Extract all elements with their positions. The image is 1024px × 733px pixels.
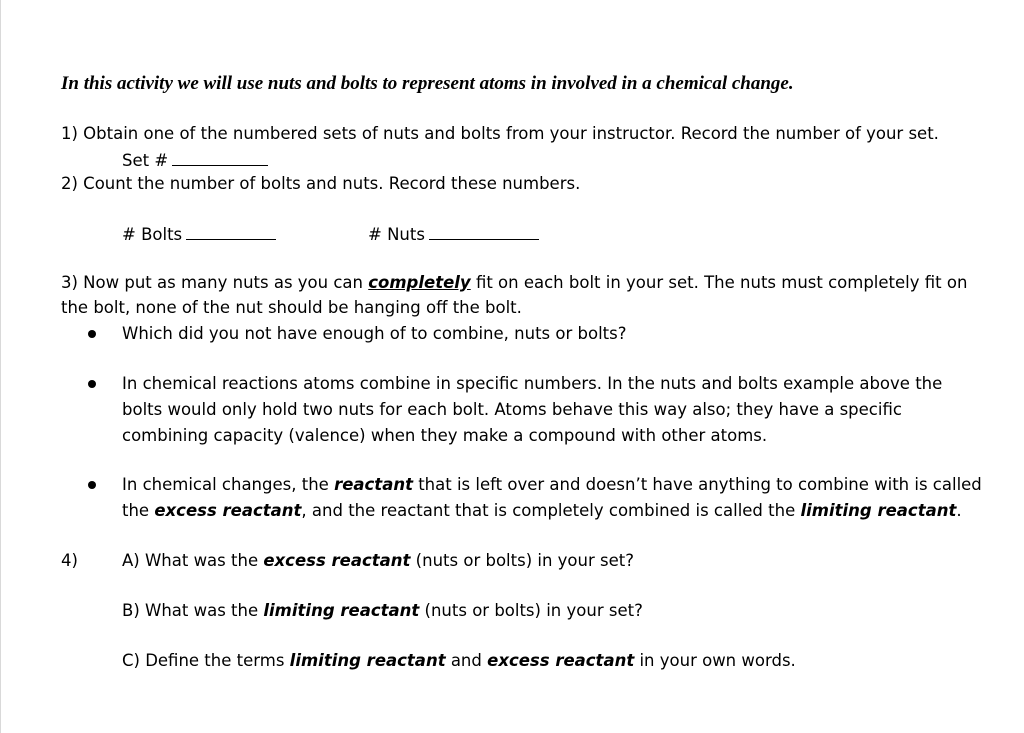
- bullet-3-text-a: In chemical changes, the: [122, 475, 335, 494]
- excess-reactant-emphasis: excess reactant: [154, 501, 302, 520]
- bullet-3-line-2: [122, 501, 962, 521]
- bolts-row: [122, 223, 276, 245]
- step-1-text: 1) Obtain one of the numbered sets of nuts and bolts from your instructor. Record the number of your set.: [61, 124, 939, 143]
- question-b: [122, 601, 643, 621]
- question-c-emphasis-1: limiting reactant: [289, 651, 446, 670]
- bullet-dot-3: [88, 481, 96, 489]
- nuts-row: [368, 223, 539, 245]
- nuts-blank[interactable]: [429, 223, 539, 240]
- question-a: [122, 551, 634, 571]
- bolts-label: # Bolts: [122, 225, 183, 244]
- step-3-line-2: the bolt, none of the nut should be hanging off the bolt.: [61, 298, 522, 317]
- nuts-label: # Nuts: [368, 225, 425, 244]
- question-c-post: in your own words.: [634, 651, 796, 670]
- bullet-2-line-3: combining capacity (valence) when they make a compound with other atoms.: [122, 426, 768, 445]
- question-b-pre: B) What was the: [122, 601, 264, 620]
- page-edge: [0, 0, 1, 733]
- question-b-emphasis: limiting reactant: [263, 601, 420, 620]
- bullet-3-text-d: , and the reactant that is completely combined is called the: [301, 501, 801, 520]
- bullet-dot-2: [88, 380, 96, 388]
- completely-emphasis: completely: [368, 273, 471, 292]
- bullet-3-text-e: .: [956, 501, 962, 520]
- set-number-row: [122, 149, 268, 171]
- question-a-emphasis: excess reactant: [263, 551, 411, 570]
- question-c: [122, 651, 796, 671]
- step-4-number: 4): [61, 551, 78, 570]
- question-c-mid: and: [445, 651, 488, 670]
- set-number-blank[interactable]: [172, 149, 268, 166]
- bullet-3-text-b: that is left over and doesn’t have anything to combine with is called: [412, 475, 982, 494]
- bullet-3-line-1: [122, 475, 982, 495]
- set-number-label: Set #: [122, 151, 169, 170]
- bullet-dot-1: [88, 330, 96, 338]
- bullet-3-text-c: the: [122, 501, 155, 520]
- bullet-2-line-2: bolts would only hold two nuts for each bolt. Atoms behave this way also; they have a specific: [122, 400, 902, 419]
- question-a-pre: A) What was the: [122, 551, 264, 570]
- bullet-1-text: Which did you not have enough of to combine, nuts or bolts?: [122, 324, 627, 343]
- limiting-reactant-emphasis: limiting reactant: [800, 501, 957, 520]
- bolts-blank[interactable]: [186, 223, 276, 240]
- step-3-line-1: [61, 273, 967, 293]
- step-3-text-a: 3) Now put as many nuts as you can: [61, 273, 369, 292]
- question-a-post: (nuts or bolts) in your set?: [410, 551, 634, 570]
- step-3-text-b: fit on each bolt in your set. The nuts must completely fit on: [470, 273, 968, 292]
- bullet-2-line-1: In chemical reactions atoms combine in specific numbers. In the nuts and bolts example above the: [122, 374, 943, 393]
- question-c-emphasis-2: excess reactant: [487, 651, 635, 670]
- step-2-text: 2) Count the number of bolts and nuts. Record these numbers.: [61, 174, 581, 193]
- reactant-emphasis: reactant: [334, 475, 413, 494]
- question-b-post: (nuts or bolts) in your set?: [419, 601, 643, 620]
- intro-heading: In this activity we will use nuts and bolts to represent atoms in involved in a chemical change.: [61, 73, 794, 94]
- question-c-pre: C) Define the terms: [122, 651, 290, 670]
